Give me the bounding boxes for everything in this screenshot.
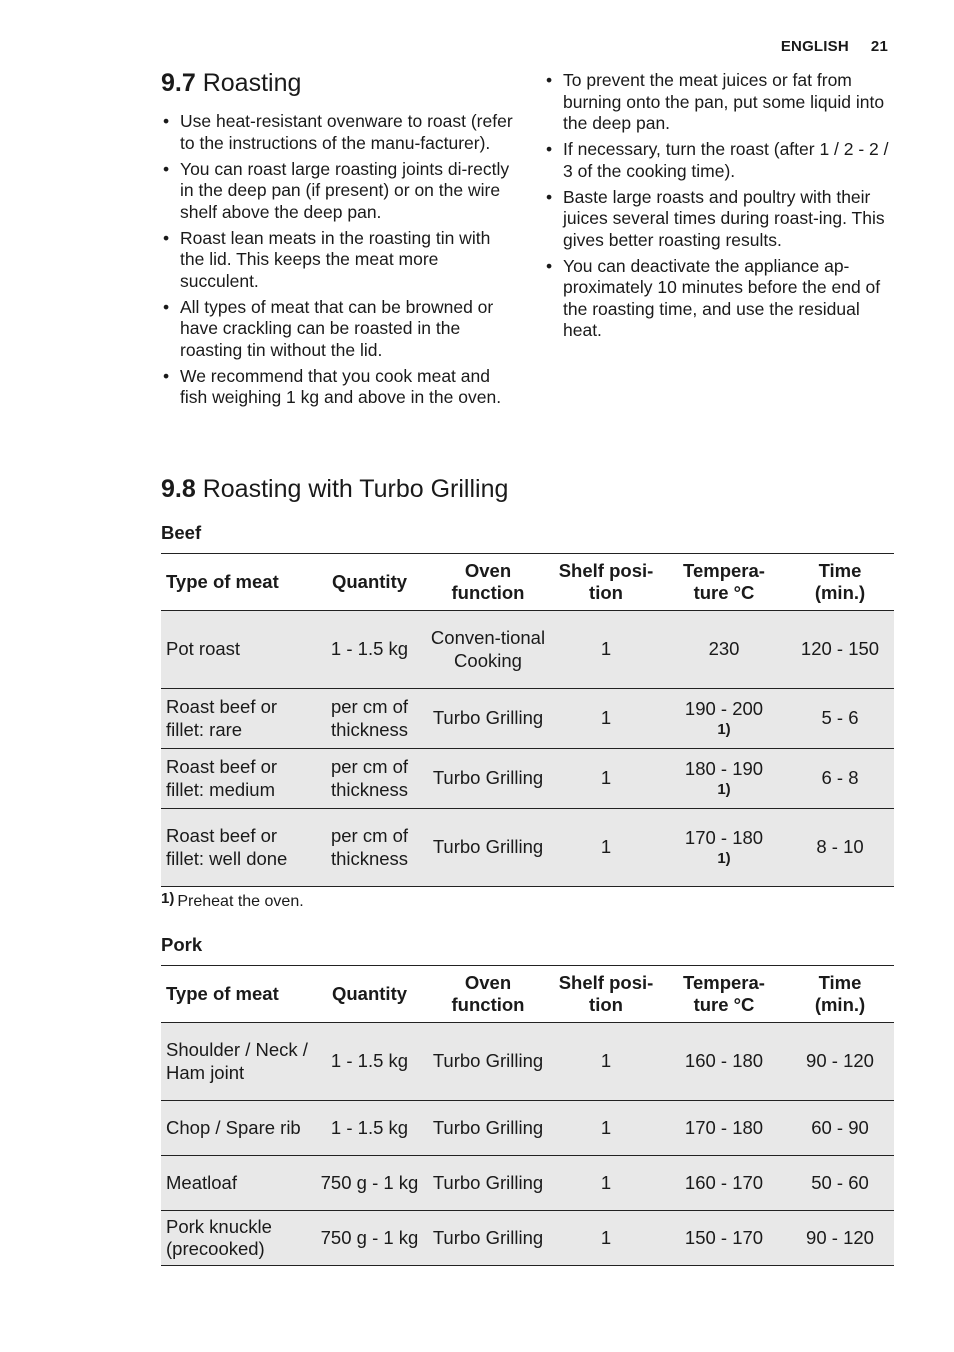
language-label: ENGLISH	[780, 38, 849, 55]
cell-time: 90 - 120	[786, 1023, 894, 1101]
cell-temperature: 170 - 180	[662, 1101, 786, 1156]
section-title-text: Roasting with Turbo Grilling	[202, 475, 509, 503]
cell-type: Meatloaf	[161, 1156, 313, 1211]
col-type-of-meat: Type of meat	[161, 554, 313, 611]
footnote-mark: 1)	[161, 890, 175, 907]
cell-quantity: per cm of thickness	[313, 809, 426, 887]
cell-function: Turbo Grilling	[426, 1023, 550, 1101]
col-oven-function: Oven function	[426, 966, 550, 1023]
cell-time: 6 - 8	[786, 749, 894, 809]
beef-footnote	[161, 890, 304, 911]
footnote-ref: 1)	[717, 849, 731, 867]
cell-shelf: 1	[550, 1101, 662, 1156]
cell-shelf: 1	[550, 611, 662, 689]
section-number: 9.8	[161, 475, 196, 503]
cell-time: 60 - 90	[786, 1101, 894, 1156]
cell-quantity: 750 g - 1 kg	[313, 1211, 426, 1266]
cell-type: Chop / Spare rib	[161, 1101, 313, 1156]
cell-function: Turbo Grilling	[426, 1211, 550, 1266]
cell-shelf: 1	[550, 1023, 662, 1101]
table-row	[161, 1156, 894, 1211]
table-row	[161, 1211, 894, 1266]
cell-time: 8 - 10	[786, 809, 894, 887]
cell-quantity: 1 - 1.5 kg	[313, 611, 426, 689]
cell-temperature: 150 - 170	[662, 1211, 786, 1266]
table-row	[161, 1101, 894, 1156]
bullet-item: • All types of meat that can be browned or have crackling can be roasted in the roasting tin without the lid.	[161, 297, 513, 362]
table-header-row	[161, 966, 894, 1023]
pork-table	[161, 965, 894, 1266]
roasting-left-column	[161, 66, 513, 413]
table-header-row	[161, 554, 894, 611]
cell-shelf: 1	[550, 1211, 662, 1266]
cell-type: Roast beef or fillet: medium	[161, 749, 313, 809]
bullet-item: • Baste large roasts and poultry with their juices several times during roast-ing. This gives better roasting results.	[544, 187, 894, 252]
beef-table	[161, 553, 894, 887]
cell-function: Conven-tional Cooking	[426, 611, 550, 689]
section-title-text: Roasting	[202, 69, 302, 97]
bullet-item: • You can deactivate the appliance ap-proximately 10 minutes before the end of the roasting time, and use the residual heat.	[544, 256, 894, 342]
col-type-of-meat: Type of meat	[161, 966, 313, 1023]
col-temperature: Tempera- ture °C	[662, 966, 786, 1023]
cell-type: Shoulder / Neck / Ham joint	[161, 1023, 313, 1101]
col-time: Time (min.)	[786, 554, 894, 611]
footnote-text: Preheat the oven.	[177, 893, 304, 910]
roasting-right-column	[544, 70, 894, 346]
cell-temperature: 160 - 170	[662, 1156, 786, 1211]
table-row	[161, 1023, 894, 1101]
cell-type: Roast beef or fillet: rare	[161, 689, 313, 749]
beef-subheading: Beef	[161, 522, 202, 543]
cell-time: 120 - 150	[786, 611, 894, 689]
col-quantity: Quantity	[313, 966, 426, 1023]
cell-function: Turbo Grilling	[426, 1156, 550, 1211]
page-header	[781, 38, 888, 55]
cell-time: 50 - 60	[786, 1156, 894, 1211]
cell-function: Turbo Grilling	[426, 749, 550, 809]
col-temperature: Tempera- ture °C	[662, 554, 786, 611]
pork-subheading: Pork	[161, 934, 203, 955]
cell-function: Turbo Grilling	[426, 809, 550, 887]
cell-function: Turbo Grilling	[426, 689, 550, 749]
cell-quantity: per cm of thickness	[313, 749, 426, 809]
section-title-turbo-grilling	[161, 472, 508, 506]
section-title-roasting	[161, 66, 513, 100]
cell-time: 5 - 6	[786, 689, 894, 749]
cell-shelf: 1	[550, 809, 662, 887]
temperature-value: 180 - 190	[684, 758, 764, 780]
cell-temperature: 160 - 180	[662, 1023, 786, 1101]
table-row	[161, 749, 894, 809]
cell-quantity: per cm of thickness	[313, 689, 426, 749]
col-quantity: Quantity	[313, 554, 426, 611]
bullet-item: • You can roast large roasting joints di-rectly in the deep pan (if present) or on the wire shelf above the deep pan.	[161, 159, 513, 224]
cell-type: Pork knuckle (precooked)	[161, 1211, 313, 1266]
temperature-value: 170 - 180	[684, 827, 764, 849]
section-number: 9.7	[161, 69, 196, 97]
cell-type: Roast beef or fillet: well done	[161, 809, 313, 887]
cell-quantity: 750 g - 1 kg	[313, 1156, 426, 1211]
footnote-ref: 1)	[717, 720, 731, 738]
cell-temperature	[662, 689, 786, 749]
footnote-ref: 1)	[717, 780, 731, 798]
temperature-value: 190 - 200	[684, 698, 764, 720]
cell-quantity: 1 - 1.5 kg	[313, 1023, 426, 1101]
col-shelf-position: Shelf posi- tion	[550, 966, 662, 1023]
bullet-item: • Use heat-resistant ovenware to roast (refer to the instructions of the manu-facturer).	[161, 111, 513, 154]
roasting-bullets-left	[161, 111, 513, 409]
table-row	[161, 809, 894, 887]
cell-shelf: 1	[550, 1156, 662, 1211]
bullet-item: • We recommend that you cook meat and fish weighing 1 kg and above in the oven.	[161, 366, 513, 409]
col-shelf-position: Shelf posi- tion	[550, 554, 662, 611]
cell-temperature	[662, 809, 786, 887]
table-row	[161, 611, 894, 689]
cell-function: Turbo Grilling	[426, 1101, 550, 1156]
cell-temperature: 230	[662, 611, 786, 689]
bullet-item: • If necessary, turn the roast (after 1 / 2 - 2 / 3 of the cooking time).	[544, 139, 894, 182]
col-time: Time (min.)	[786, 966, 894, 1023]
bullet-item: • To prevent the meat juices or fat from burning onto the pan, put some liquid into the deep pan.	[544, 70, 894, 135]
table-row	[161, 689, 894, 749]
cell-temperature	[662, 749, 786, 809]
cell-type: Pot roast	[161, 611, 313, 689]
bullet-item: • Roast lean meats in the roasting tin with the lid. This keeps the meat more succulent.	[161, 228, 513, 293]
cell-time: 90 - 120	[786, 1211, 894, 1266]
col-oven-function: Oven function	[426, 554, 550, 611]
cell-shelf: 1	[550, 749, 662, 809]
cell-quantity: 1 - 1.5 kg	[313, 1101, 426, 1156]
roasting-bullets-right	[544, 70, 894, 342]
cell-shelf: 1	[550, 689, 662, 749]
page-number: 21	[870, 38, 888, 55]
